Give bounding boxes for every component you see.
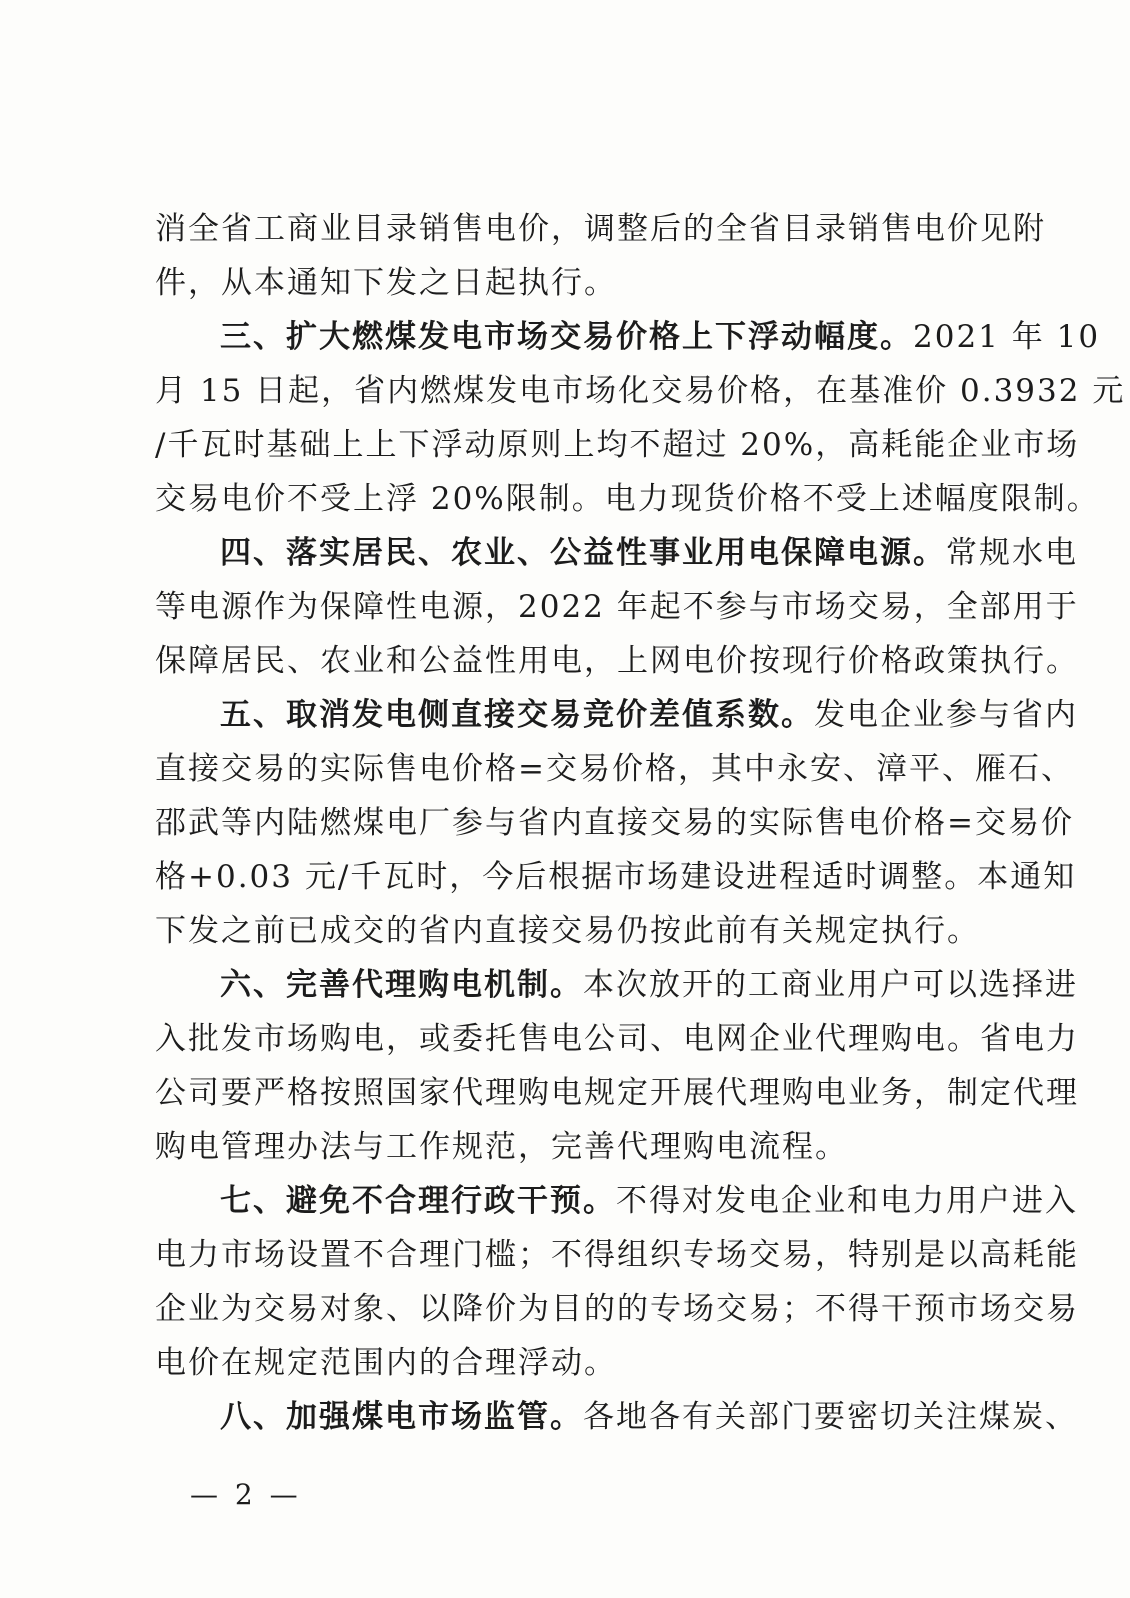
body-line: 等电源作为保障性电源，2022 年起不参与市场交易，全部用于 <box>155 589 1079 625</box>
body-line: 邵武等内陆燃煤电厂参与省内直接交易的实际售电价格=交易价 <box>155 805 1074 841</box>
body-line: 下发之前已成交的省内直接交易仍按此前有关规定执行。 <box>155 913 980 949</box>
section-6-heading-line: 六、完善代理购电机制。本次放开的工商业用户可以选择进 <box>220 967 1078 1003</box>
section-7-heading-line: 七、避免不合理行政干预。不得对发电企业和电力用户进入 <box>220 1183 1078 1219</box>
section-5-heading-line: 五、取消发电侧直接交易竞价差值系数。发电企业参与省内 <box>220 697 1078 733</box>
page-number: — 2 — <box>190 1478 302 1511</box>
body-line: /千瓦时基础上上下浮动原则上均不超过 20%，高耗能企业市场 <box>155 427 1080 463</box>
body-line: 入批发市场购电，或委托售电公司、电网企业代理购电。省电力 <box>155 1021 1079 1057</box>
body-line: 月 15 日起，省内燃煤发电市场化交易价格，在基准价 0.3932 元 <box>155 373 1126 409</box>
body-line: 企业为交易对象、以降价为目的的专场交易；不得干预市场交易 <box>155 1291 1079 1327</box>
body-line: 格+0.03 元/千瓦时，今后根据市场建设进程适时调整。本通知 <box>155 859 1077 895</box>
body-line: 电价在规定范围内的合理浮动。 <box>155 1345 617 1381</box>
section-heading: 三、扩大燃煤发电市场交易价格上下浮动幅度。 <box>220 319 913 355</box>
body-line: 件，从本通知下发之日起执行。 <box>155 265 617 301</box>
body-line: 购电管理办法与工作规范，完善代理购电流程。 <box>155 1129 848 1165</box>
body-line: 公司要严格按照国家代理购电规定开展代理购电业务，制定代理 <box>155 1075 1079 1111</box>
body-line: 交易电价不受上浮 20%限制。电力现货价格不受上述幅度限制。 <box>155 481 1100 517</box>
section-heading: 七、避免不合理行政干预。 <box>220 1183 616 1219</box>
section-heading: 四、落实居民、农业、公益性事业用电保障电源。 <box>220 535 946 571</box>
section-3-heading-line: 三、扩大燃煤发电市场交易价格上下浮动幅度。2021 年 10 <box>220 319 1101 355</box>
section-heading: 六、完善代理购电机制。 <box>220 967 583 1003</box>
section-heading: 五、取消发电侧直接交易竞价差值系数。 <box>220 697 814 733</box>
body-line: 保障居民、农业和公益性用电，上网电价按现行价格政策执行。 <box>155 643 1079 679</box>
body-line: 消全省工商业目录销售电价，调整后的全省目录销售电价见附 <box>155 211 1046 247</box>
body-line: 电力市场设置不合理门槛；不得组织专场交易，特别是以高耗能 <box>155 1237 1079 1273</box>
section-heading: 八、加强煤电市场监管。 <box>220 1399 583 1435</box>
section-8-heading-line: 八、加强煤电市场监管。各地各有关部门要密切关注煤炭、 <box>220 1399 1078 1435</box>
section-4-heading-line: 四、落实居民、农业、公益性事业用电保障电源。常规水电 <box>220 535 1078 571</box>
body-line: 直接交易的实际售电价格=交易价格，其中永安、漳平、雁石、 <box>155 751 1074 787</box>
